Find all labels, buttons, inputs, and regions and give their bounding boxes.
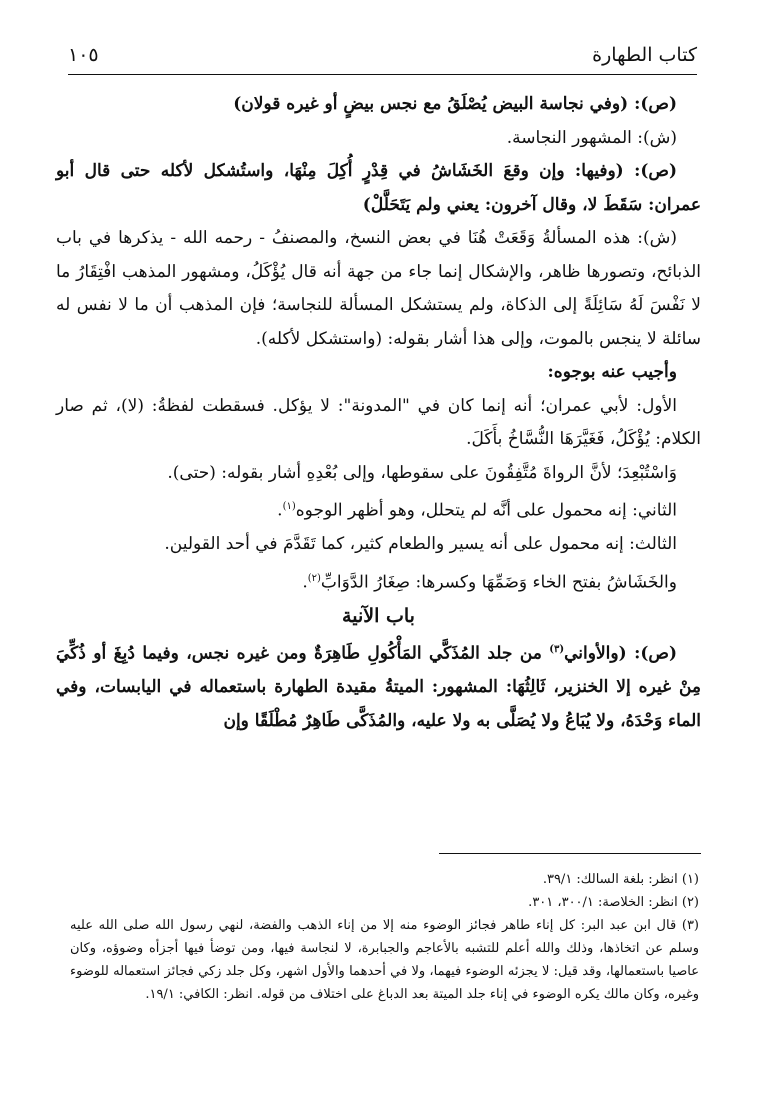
footnote-ref-2[interactable]: (٢) xyxy=(307,572,321,584)
main-text xyxy=(56,88,701,738)
footnote-ref-1[interactable]: (١) xyxy=(282,501,296,512)
paragraph-3: (ص): (وفيها: وإن وقعَ الخَشَاشُ في قِدْرٍ أُكِلَ مِنْهَا، واستُشكل لأكله حتى قال أبو عمران: سَقَطَ لا، وقال آخرون: يعني ولم يَتَحَلَّلْ) xyxy=(56,161,701,215)
paragraph-8-text: الثاني: إنه محمول على أنَّه لم يتحلل، وهو أظهر الوجوه xyxy=(295,500,677,521)
page-number: ١٠٥ xyxy=(68,44,99,66)
paragraph-2: (ش): المشهور النجاسة. xyxy=(506,127,677,148)
footnote-ref-3[interactable]: (٣) xyxy=(549,644,565,656)
paragraph-8 xyxy=(56,490,701,528)
paragraph-6: الأول: لأبي عمران؛ أنه إنما كان في "المدونة": لا يؤكل. فسقطت لفظةُ: (لا)، ثم صار الكلام: يُؤْكَلُ، فَغَيَّرَهَا النُّسَّاخُ بأَكَلَ. xyxy=(56,395,701,449)
paragraph-11-text: من جلد المُذَكَّي المَأْكُولِ طَاهِرَةٌ ومن غيره نجس، وفيما دُبِغَ أو ذُكِّيَ مِنْ غيره إلا الخنزير، ثَالِثُهَا: المشهور: الميتةُ مقيدة الطهارة باستعماله في اليابسات، وفي الماء وَحْدَهُ، ولا يُبَاعُ ولا يُصَلَّى به ولا عليه، والمُذَكَّى طَاهِرٌ مُطْلَقًا وإن xyxy=(56,643,701,731)
paragraph-9: الثالث: إنه محمول على أنه يسير والطعام كثير، كما تَقَدَّمَ في أحد القولين. xyxy=(164,534,677,555)
footnote-2: (٢) انظر: الخلاصة: ٣٠٠/١، ٣٠١. xyxy=(528,895,699,910)
paragraph-7: وَاسْتُبْعِدَ؛ لأنَّ الرواةَ مُتَّفِقُونَ على سقوطها، وإلى بُعْدِهِ أشار بقوله: (حتى). xyxy=(167,462,677,483)
footnote-separator xyxy=(439,853,701,854)
footnotes xyxy=(70,868,699,1006)
chapter-title: كتاب الطهارة xyxy=(592,44,697,66)
paragraph-5: وأجيب عنه بوجوه: xyxy=(547,362,677,382)
paragraph-11-lead: (ص): (والأواني xyxy=(564,643,677,664)
section-heading: باب الآنية xyxy=(342,604,415,627)
running-header xyxy=(68,44,697,75)
paragraph-10-text: والخَشَاشُ بفتح الخاء وَضَمِّهَا وكسرها: صِغَارُ الدَّوَابِّ xyxy=(320,572,677,593)
paragraph-4: (ش): هذه المسألةُ وَقَعَتْ هُنَا في بعض النسخ، والمصنفُ - رحمه الله - يذكرها في باب الذبائح، وتصورها ظاهر، والإشكال إنما جاء من جهة أنه قال يُؤْكَلُ، ومشهور المذهب افْتِقَارُ ما لا نَفْسَ لَهُ سَائِلَةً إلى الذكاة، ولم يستشكل المسألة للنجاسة؛ فإن المذهب أن ما لا نفس له سائلة لا ينجس بالموت، وإلى هذا أشار بقوله: (واستشكل لأكله). xyxy=(56,228,701,349)
footnote-3: (٣) قال ابن عبد البر: كل إناء طاهر فجائز الوضوء منه إلا من إناء الذهب والفضة، لنهي رسول الله صلى الله عليه وسلم عن اتخاذها، وذلك والله أعلم للتشبه بالأعاجم والجبابرة، لا لنجاسة فيها، ومن توضأ فيها أجزأه وضوؤه، وكان عاصيا باستعمالها، وقد قيل: لا يجزئه الوضوء فيهما، ولا في أحدهما والأول اشهر، وكل جلد زكي فجائز استعماله للوضوء وغيره، وكان مالك يكره الوضوء في إناء جلد الميتة بعد الدباغ على اختلاف من قوله. انظر: الكافي: ١٩/١. xyxy=(70,918,699,1002)
paragraph-11 xyxy=(56,633,701,738)
footnote-1: (١) انظر: بلغة السالك: ٣٩/١. xyxy=(542,872,699,887)
paragraph-1: (ص): (وفي نجاسة البيض يُصْلَقُ مع نجس بيضٍ أو غيره قولان) xyxy=(233,94,677,114)
paragraph-10 xyxy=(56,562,701,600)
paragraph-10-tail: . xyxy=(302,572,308,593)
paragraph-8-tail: . xyxy=(277,500,283,521)
